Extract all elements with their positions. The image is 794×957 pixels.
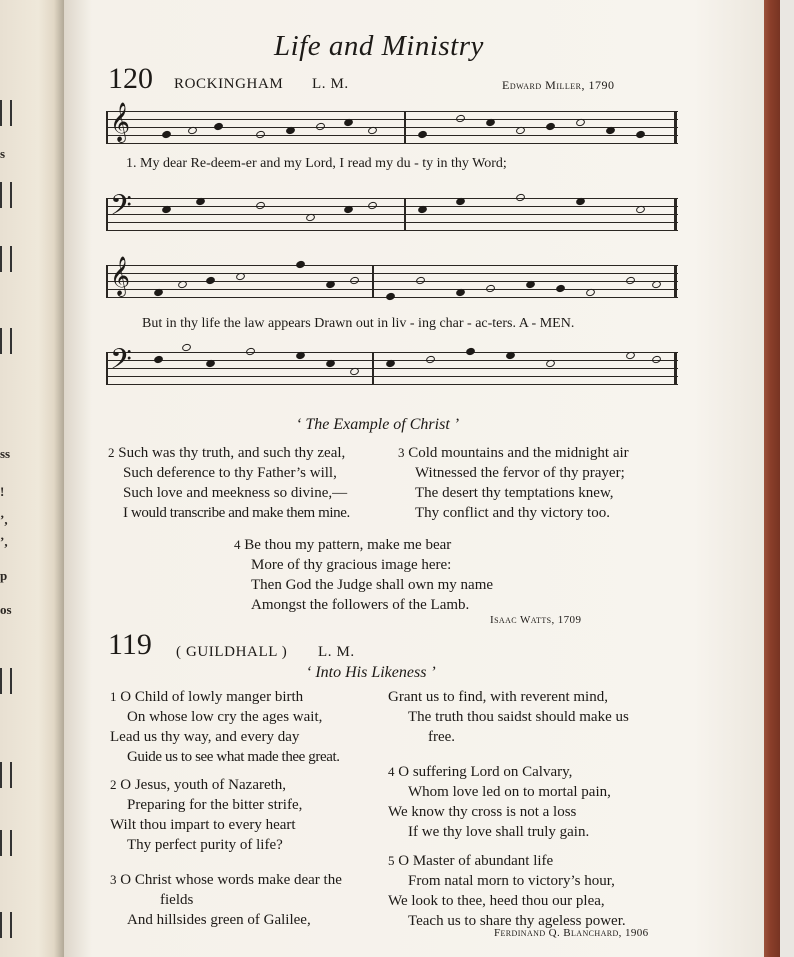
verse-3-continued: Grant us to find, with reverent mind, The truth thou saidst should make us free. [388,689,629,745]
left-page-fragment: os [0,602,12,617]
bass-clef-icon: 𝄢 [110,345,132,382]
bass-staff-2 [106,345,678,384]
left-page-fragment: ’, [0,512,8,527]
hymn-author: Ferdinand Q. Blanchard, 1906 [494,927,649,939]
treble-clef-icon: 𝄞 [110,258,131,295]
left-facing-page [0,0,64,957]
staff-fragment [0,762,12,788]
meter: L. M. [312,76,349,92]
verse-1: 1 O Child of lowly manger birth On whose low cry the ages wait, Lead us thy way, and every day Guide us to see what made thee great. [110,689,340,765]
left-page-fragment: ! [0,484,5,499]
hymn-author: Isaac Watts, 1709 [490,614,582,626]
hymn-subtitle: ‘ The Example of Christ ’ [296,416,460,433]
verse-5: 5 O Master of abundant life From natal morn to victory’s hour, We look to thee, heed thou our plea, Teach us to share thy ageless power. [388,853,626,929]
staff-fragment [0,328,12,354]
hymn-number: 120 [108,62,153,95]
hymn-subtitle: ‘ Into His Likeness ’ [306,664,436,681]
bass-clef-icon: 𝄢 [110,191,132,228]
composer: Edward Miller, 1790 [502,78,615,92]
hymn-number: 119 [108,628,152,661]
page-title: Life and Ministry [274,30,484,62]
staff-fragment [0,182,12,208]
verse-3: 3 O Christ whose words make dear the fields And hillsides green of Galilee, [110,872,342,928]
left-page-fragment: ss [0,446,11,461]
treble-staff-2 [106,258,678,297]
tune-name: ROCKINGHAM [174,76,284,92]
treble-staff-1 [106,104,678,143]
staff-fragment [0,912,12,938]
staff-fragment [0,100,12,126]
verse-2: 2 Such was thy truth, and such thy zeal, Such deference to thy Father’s will, Such love and meekness so divine,— I would transcribe and make them mine. [108,445,350,521]
verse-3: 3 Cold mountains and the midnight air Witnessed the fervor of thy prayer; The desert thy temptations knew, Thy conflict and thy victory too. [398,445,629,521]
left-page-fragment: p [0,568,8,583]
left-page-fragment: s [0,146,6,161]
verse-4: 4 Be thou my pattern, make me bear More of thy gracious image here: Then God the Judge shall own my name Amongst the followers of the Lamb. [234,537,494,613]
meter: L. M. [318,644,355,660]
lyrics-line-1: 1. My dear Re-deem-er and my Lord, I read my du - ty in thy Word; [126,156,507,171]
lyrics-line-2: But in thy life the law appears Drawn out in liv - ing char - ac-ters. A - MEN. [142,316,575,331]
verse-2: 2 O Jesus, youth of Nazareth, Preparing for the bitter strife, Wilt thou impart to every heart Thy perfect purity of life? [110,777,303,853]
staff-fragment [0,246,12,272]
verse-4: 4 O suffering Lord on Calvary, Whom love led on to mortal pain, We know thy cross is not a loss If we thy love shall truly gain. [388,764,611,840]
staff-fragment [0,668,12,694]
left-page-fragment: ’, [0,534,8,549]
bass-staff-1 [106,191,678,230]
staff-fragment [0,830,12,856]
tune-name: ( GUILDHALL ) [176,644,288,660]
treble-clef-icon: 𝄞 [110,104,131,141]
